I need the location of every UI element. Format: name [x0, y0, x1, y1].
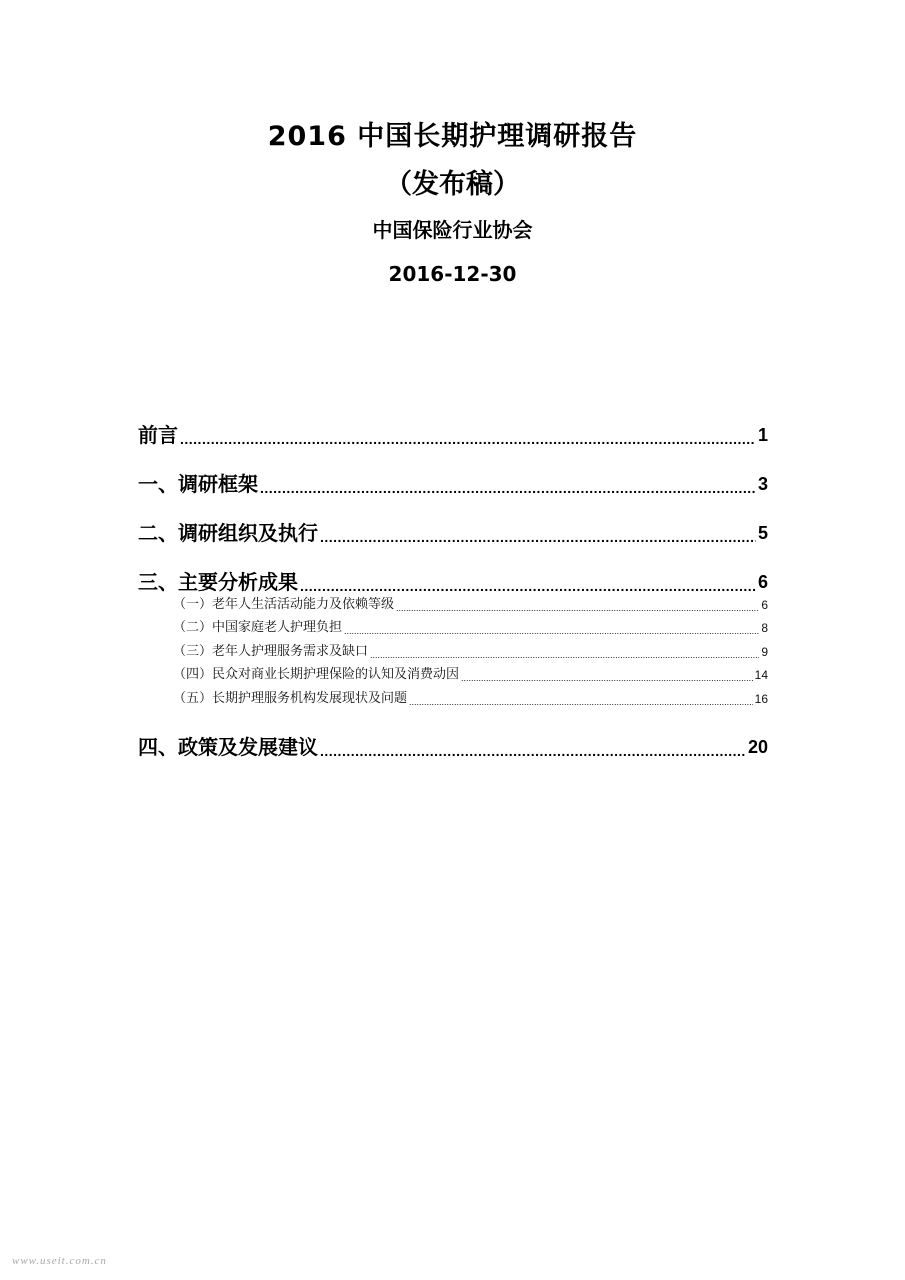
dot-leader — [260, 476, 756, 500]
report-title: 2016 中国长期护理调研报告 — [267, 121, 638, 152]
toc-page-number: 3 — [757, 474, 768, 494]
toc-subentry-page: 6 — [761, 597, 768, 612]
toc-subentry[interactable] — [173, 639, 768, 663]
publisher-name: 中国保险行业协会 — [372, 218, 533, 242]
toc-entry-framework[interactable] — [138, 451, 768, 500]
report-subtitle: （发布稿） — [385, 169, 520, 200]
toc-subentry-label: （一）老年人生活活动能力及依赖等级 — [173, 596, 395, 612]
toc-page-number: 1 — [757, 425, 768, 445]
dot-leader — [370, 647, 759, 663]
toc-subentry[interactable] — [173, 663, 768, 687]
toc-page-number: 20 — [747, 736, 768, 757]
toc-entry-label: 三、主要分析成果 — [138, 570, 298, 594]
toc-subentry[interactable] — [173, 686, 768, 710]
toc-subentry-page: 9 — [761, 644, 768, 659]
table-of-contents — [138, 402, 768, 763]
toc-page-number: 6 — [757, 572, 768, 592]
dot-leader — [461, 670, 753, 686]
site-watermark: www.useit.com.cn — [12, 1255, 107, 1267]
dot-leader — [396, 600, 759, 616]
toc-subentry-label: （三）老年人护理服务需求及缺口 — [173, 643, 369, 659]
dot-leader — [320, 739, 746, 763]
toc-entry-results[interactable] — [138, 549, 768, 598]
dot-leader — [344, 623, 759, 639]
publish-date: 2016-12-30 — [388, 262, 517, 286]
dot-leader — [409, 694, 753, 710]
toc-entry-label: 一、调研框架 — [138, 472, 258, 496]
toc-subentry-label: （五）长期护理服务机构发展现状及问题 — [173, 690, 408, 706]
toc-entry-organization[interactable] — [138, 500, 768, 549]
toc-entry-recommendations[interactable] — [138, 714, 768, 763]
toc-entry-label: 四、政策及发展建议 — [138, 734, 318, 759]
toc-subentry[interactable] — [173, 616, 768, 640]
toc-entry-preface[interactable] — [138, 402, 768, 451]
toc-subentry-label: （四）民众对商业长期护理保险的认知及消费动因 — [173, 667, 460, 682]
toc-page-number: 5 — [757, 523, 768, 543]
toc-subentry-page: 8 — [761, 621, 768, 635]
toc-subsection-list — [138, 592, 768, 710]
toc-subentry-label: （二）中国家庭老人护理负担 — [173, 620, 343, 635]
toc-subentry-page: 14 — [754, 668, 768, 682]
dot-leader — [180, 427, 756, 451]
dot-leader — [320, 525, 756, 549]
toc-subentry-page: 16 — [754, 691, 768, 706]
toc-entry-label: 前言 — [138, 423, 178, 447]
toc-entry-label: 二、调研组织及执行 — [138, 521, 318, 545]
